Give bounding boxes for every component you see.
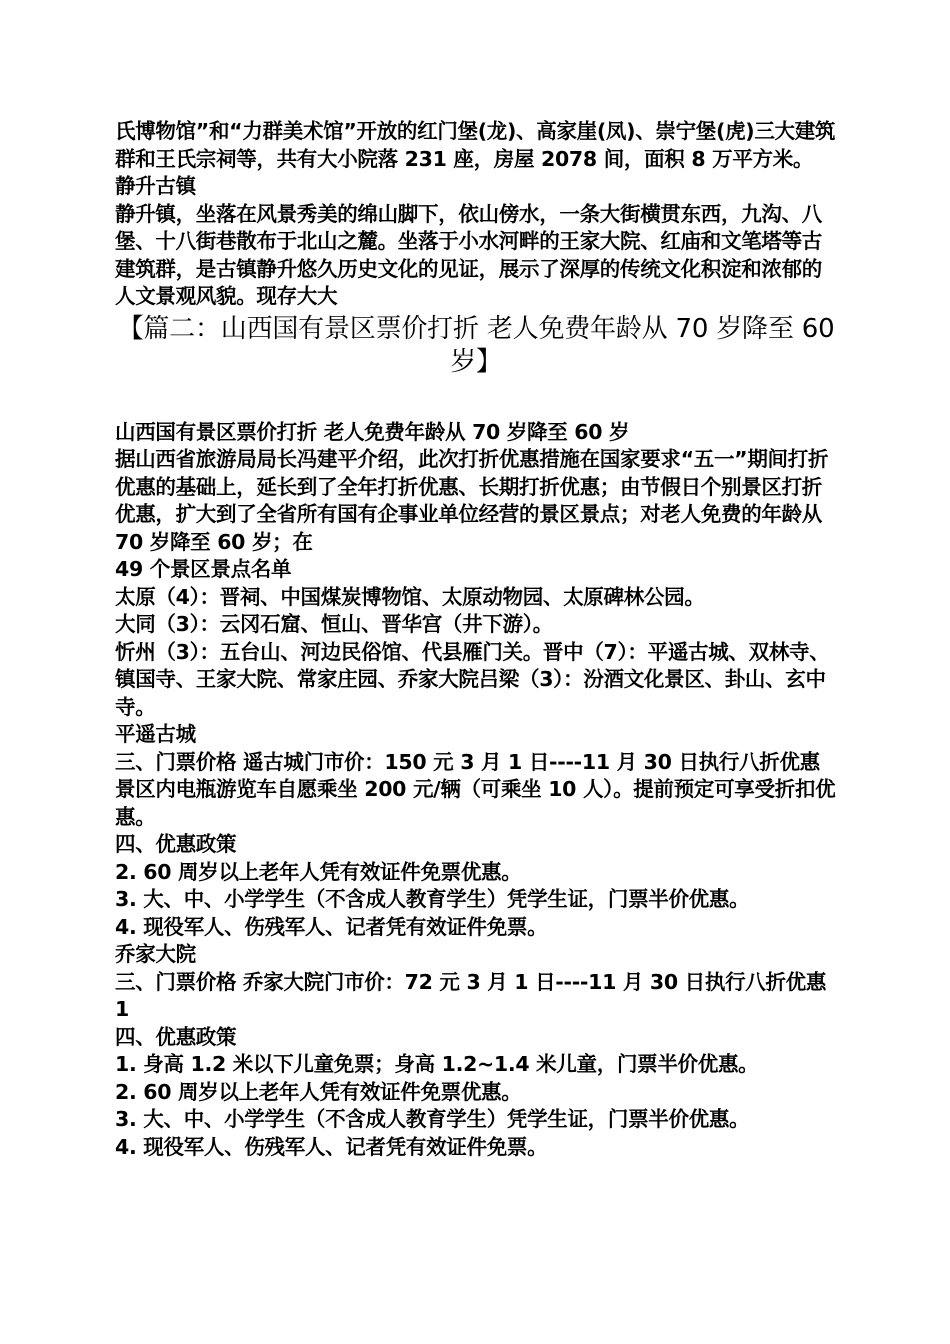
body-line: 忻州（3）：五台山、河边民俗馆、代县雁门关。晋中（7）：平遥古城、双林寺、镇国寺、王家大院、常家庄园、乔家大院吕梁（3）：汾酒文化景区、卦山、玄中寺。 [115,639,830,719]
intro-paragraph: 氏博物馆”和“力群美术馆”开放的红门堡(龙)、高家崖(凤)、崇宁堡(虎)三大建筑群和王氏宗祠等，共有大小院落 231 座，房屋 2078 间，面积 8 万平方米。 静升古镇 [115,119,836,198]
body-line: 3. 大、中、小学学生（不含成人教育学生）凭学生证，门票半价优惠。 [115,887,750,911]
body-line: 平遥古城 [115,722,196,746]
body-line: 2. 60 周岁以上老年人凭有效证件免票优惠。 [115,1079,522,1104]
body-line: 4. 现役军人、伤残军人、记者凭有效证件免票。 [115,1134,548,1159]
body-line: 4. 现役军人、伤残军人、记者凭有效证件免票。 [115,914,548,939]
body-line: 3. 大、中、小学学生（不含成人教育学生）凭学生证，门票半价优惠。 [115,1107,750,1131]
jingsheng-paragraph: 静升镇，坐落在风景秀美的绵山脚下，依山傍水，一条大街横贯东西，九沟、八堡、十八街巷散布于北山之麓。坐落于小水河畔的王家大院、红庙和文笔塔等古建筑群，是古镇静升悠久历史文化的见证，展示了深厚的传统文化积淀和浓郁的人文景观风貌。现存大大 [115,201,822,308]
body-line: 乔家大院 [115,942,196,966]
body-line: 景区内电瓶游览车自愿乘坐 200 元/辆（可乘坐 10 人）。提前预定可享受折扣优惠。 [115,777,836,829]
body-line: 山西国有景区票价打折 老人免费年龄从 70 岁降至 60 岁 [115,419,630,444]
section-heading: 【篇二：山西国有景区票价打折 老人免费年龄从 70 岁降至 60 岁】 [117,313,835,377]
body-line: 太原（4）：晋祠、中国煤炭博物馆、太原动物园、太原碑林公园。 [115,584,705,609]
body-line: 据山西省旅游局局长冯建平介绍，此次打折优惠措施在国家要求“五一”期间打折优惠的基础上，延长到了全年打折优惠、长期打折优惠；由节假日个别景区打折优惠，扩大到了全省所有国有企事业单位经营的景区景点；对老人免费的年龄从 70 岁降至 60 岁；在 [115,447,829,554]
document-page [115,118,837,1161]
body-line: 四、优惠政策 [115,832,237,856]
spacer [115,379,837,419]
body-line: 1. 身高 1.2 米以下儿童免票；身高 1.2~1.4 米儿童，门票半价优惠。 [115,1052,759,1076]
body-line: 三、门票价格 乔家大院门市价：72 元 3 月 1 日----11 月 30 日执行八折优惠 1 [115,969,827,1021]
body-line: 三、门票价格 遥古城门市价：150 元 3 月 1 日----11 月 30 日执行八折优惠 [115,749,820,774]
body-line: 49 个景区景点名单 [115,557,292,581]
body-line: 2. 60 周岁以上老年人凭有效证件免票优惠。 [115,859,522,884]
body-line: 大同（3）：云冈石窟、恒山、晋华宫（井下游）。 [115,612,553,636]
body-line: 四、优惠政策 [115,1024,237,1049]
